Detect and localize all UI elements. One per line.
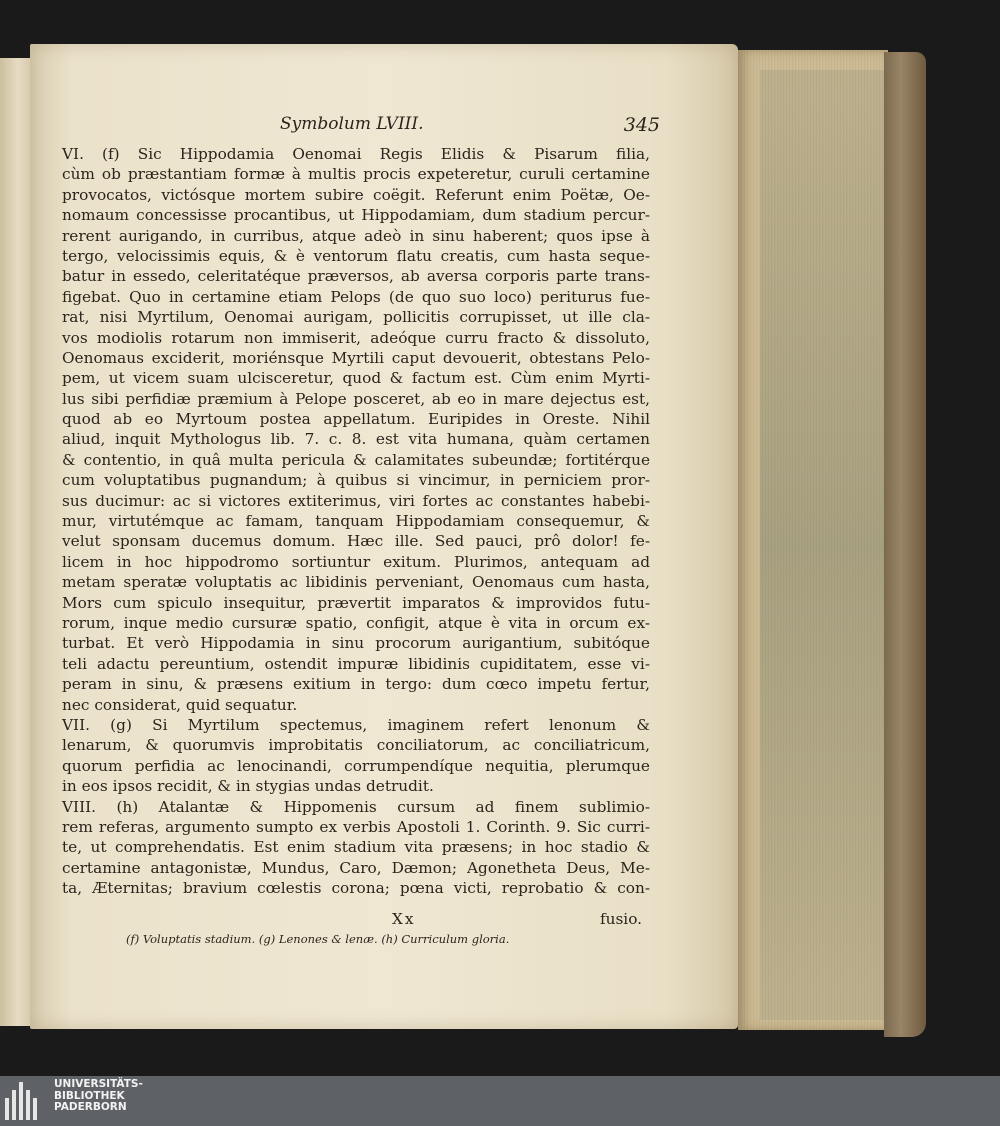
text-line: VII. (g) Si Myrtilum spectemus, imaginem refert lenonum & — [62, 715, 650, 734]
text-line: batur in essedo, celeritatéque præversos, ab aversa corporis parte trans- — [62, 267, 650, 286]
text-line: mur, virtutémque ac famam, tanquam Hippodamiam consequemur, & — [62, 512, 650, 531]
page-footer-line — [62, 910, 642, 930]
text-line: rorum, inque medio cursuræ spatio, configit, atque è vita in orcum ex- — [62, 613, 650, 632]
text-line: rerent aurigando, in curribus, atque adeò in sinu haberent; quos ipse à — [62, 226, 650, 245]
text-line: quorum perfidia ac lenocinandi, corrumpendíque nequitia, plerumque — [62, 756, 650, 775]
text-line: metam speratæ voluptatis ac libidinis perveniant, Oenomaus cum hasta, — [62, 573, 650, 592]
logo-line-1: UNIVERSITÄTS- — [54, 1078, 143, 1090]
text-line: provocatos, victósque mortem subire coëgit. Referunt enim Poëtæ, Oe- — [62, 185, 650, 204]
text-line: sus ducimur: ac si victores extiterimus, viri fortes ac constantes habebi- — [62, 491, 650, 510]
text-line: rem referas, argumento sumpto ex verbis Apostoli 1. Corinth. 9. Sic curri- — [62, 817, 650, 836]
text-line: rat, nisi Myrtilum, Oenomai aurigam, pollicitis corrupisset, ut ille cla- — [62, 308, 650, 327]
page-header — [62, 112, 660, 144]
text-line: pem, ut vicem suam ulcisceretur, quod & factum est. Cùm enim Myrti- — [62, 369, 650, 388]
text-line: in eos ipsos recidit, & in stygias undas detrudit. — [62, 777, 434, 796]
left-page-edge — [0, 58, 31, 1026]
text-line: lenarum, & quorumvis improbitatis conciliatorum, ac conciliatricum, — [62, 736, 650, 755]
page-text — [62, 112, 660, 898]
body-text — [62, 144, 650, 898]
text-line: certamine antagonistæ, Mundus, Caro, Dæmon; Agonetheta Deus, Me- — [62, 858, 650, 877]
catchword: fusio. — [599, 910, 642, 928]
footnotes: (f) Voluptatis stadium. (g) Lenones & lenæ. (h) Curriculum gloria. — [126, 932, 510, 946]
text-line: Mors cum spiculo insequitur, prævertit imparatos & improvidos futu- — [62, 593, 650, 612]
logo-line-2: BIBLIOTHEK — [54, 1089, 125, 1102]
library-logo-text — [54, 1079, 143, 1114]
signature-mark: Xx — [392, 910, 416, 928]
text-line: cum voluptatibus pugnandum; à quibus si vincimur, in perniciem pror- — [62, 471, 650, 490]
text-line: aliud, inquit Mythologus lib. 7. c. 8. est vita humana, quàm certamen — [62, 430, 650, 449]
text-line: velut sponsam ducemus domum. Hæc ille. Sed pauci, prô dolor! fe- — [62, 532, 650, 551]
text-line: lus sibi perfidiæ præmium à Pelope posceret, ab eo in mare dejectus est, — [62, 389, 650, 408]
book-cover — [884, 52, 926, 1037]
text-line: ta, Æternitas; bravium cœlestis corona; pœna victi, reprobatio & con- — [62, 879, 650, 898]
text-line: peram in sinu, & præsens exitium in tergo: dum cœco impetu fertur, — [62, 675, 650, 694]
text-line: nomaum concessisse procantibus, ut Hippodamiam, dum stadium percur- — [62, 206, 650, 225]
text-line: cùm ob præstantiam formæ à multis procis expeteretur, curuli certamine — [62, 165, 650, 184]
text-line: teli adactu pereuntium, ostendit impuræ libidinis cupiditatem, esse vi- — [62, 654, 650, 673]
text-line: & contentio, in quâ multa pericula & calamitates subeundæ; fortitérque — [62, 450, 650, 469]
text-line: quod ab eo Myrtoum postea appellatum. Euripides in Oreste. Nihil — [62, 410, 650, 429]
text-line: vos modiolis rotarum non immiserit, adeóque curru fracto & dissoluto, — [62, 328, 650, 347]
text-line: VIII. (h) Atalantæ & Hippomenis cursum ad finem sublimio- — [62, 797, 650, 816]
text-line: Oenomaus exciderit, moriénsque Myrtili caput devouerit, obtestans Pelo- — [62, 348, 650, 367]
text-line: te, ut comprehendatis. Est enim stadium vita præsens; in hoc stadio & — [62, 838, 650, 857]
running-head: Symbolum LVIII. — [280, 114, 424, 134]
text-line: tergo, velocissimis equis, & è ventorum flatu creatis, cum hasta seque- — [62, 246, 650, 265]
text-line: VI. (f) Sic Hippodamia Oenomai Regis Elidis & Pisarum filia, — [62, 145, 650, 163]
text-line: nec considerat, quid sequatur. — [62, 695, 298, 714]
page-edges-shading — [760, 70, 890, 1020]
text-line: licem in hoc hippodromo sortiuntur exitum. Plurimos, antequam ad — [62, 552, 650, 571]
page-number: 345 — [623, 114, 660, 136]
library-logo-bar — [0, 1076, 1000, 1126]
text-line: figebat. Quo in certamine etiam Pelops (de quo suo loco) periturus fue- — [62, 287, 650, 306]
logo-line-3: PADERBORN — [54, 1101, 127, 1113]
library-logo-icon — [5, 1080, 43, 1120]
text-line: turbat. Et verò Hippodamia in sinu procorum aurigantium, subitóque — [62, 634, 650, 653]
